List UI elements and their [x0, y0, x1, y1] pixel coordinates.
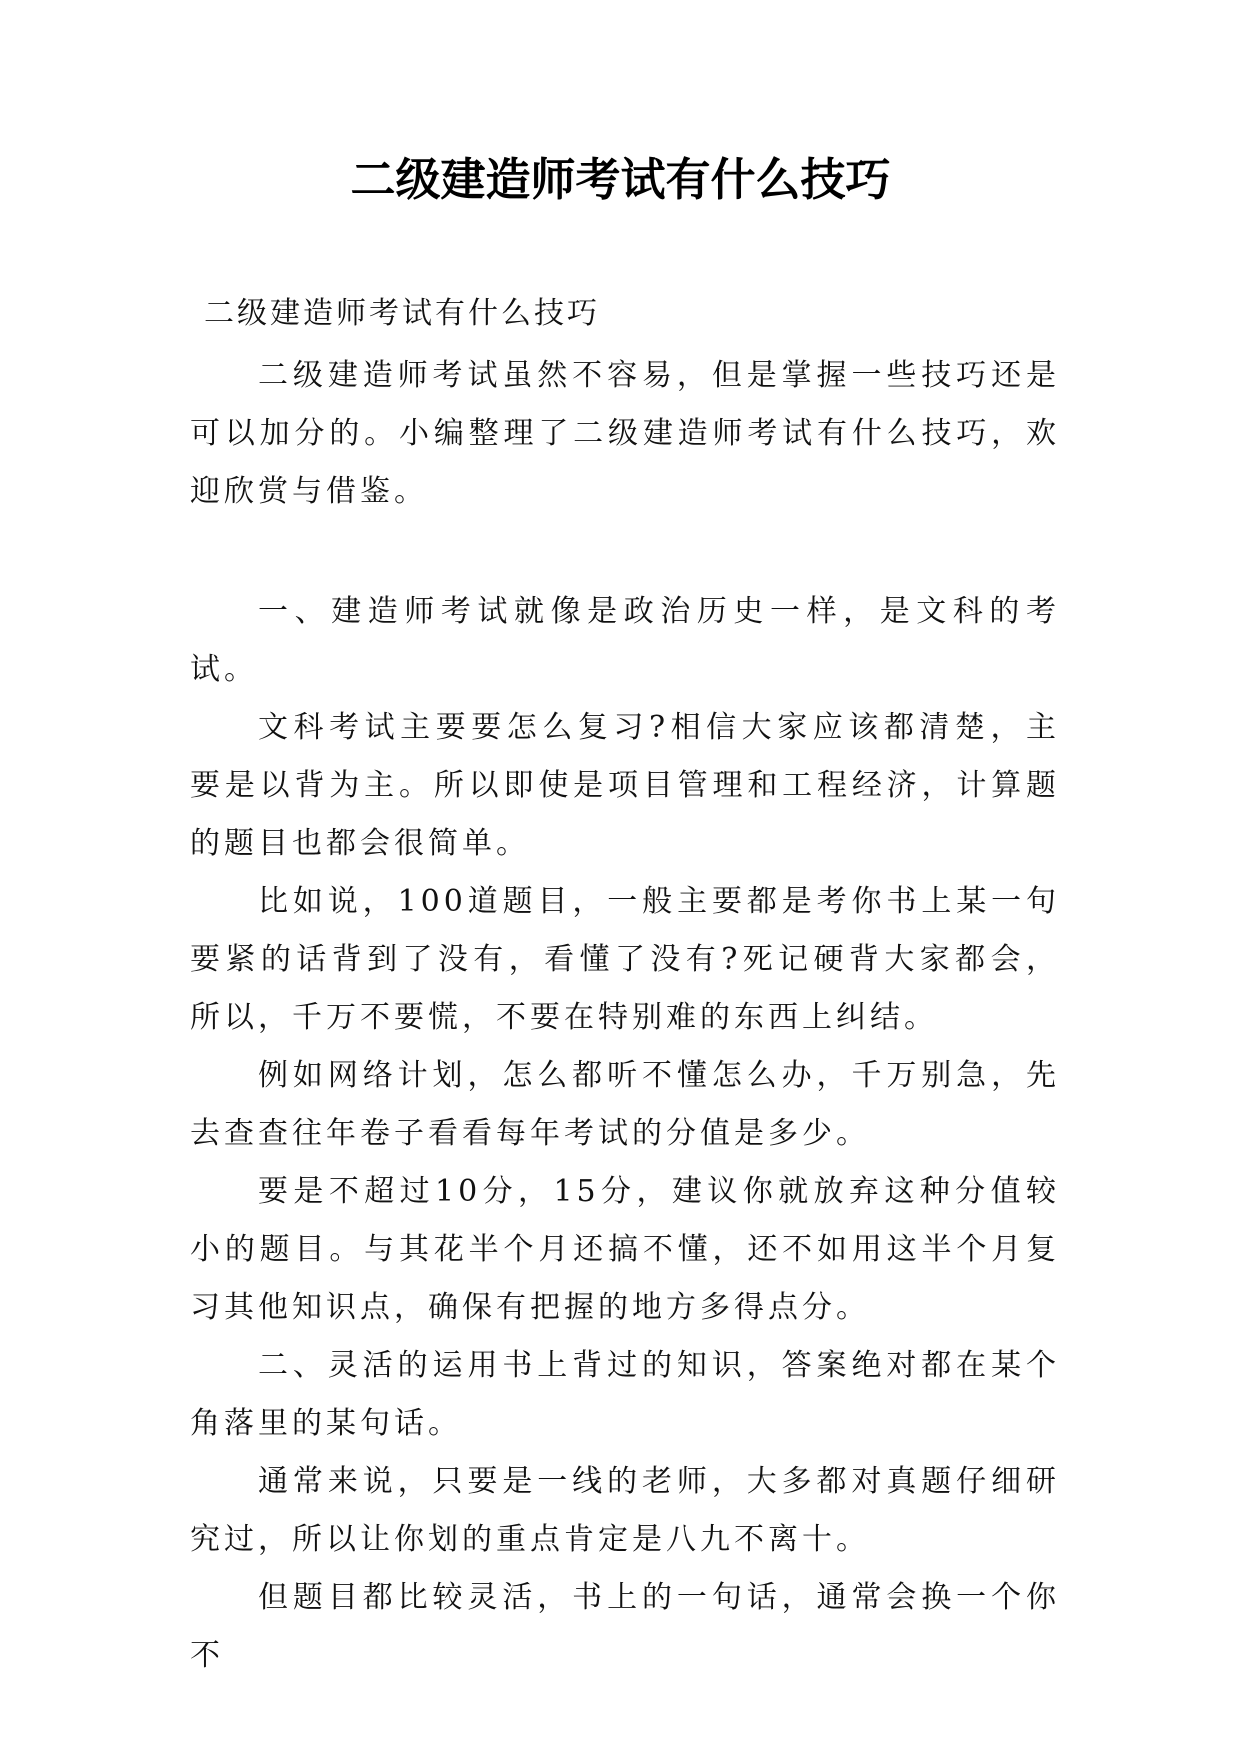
paragraph: 比如说，100道题目，一般主要都是考你书上某一句要紧的话背到了没有，看懂了没有?死记硬背大家都会，所以，千万不要慌，不要在特别难的东西上纠结。 — [190, 884, 1060, 1035]
document-subtitle: 二级建造师考试有什么技巧 — [204, 296, 600, 331]
document-body — [190, 285, 1060, 1685]
paragraph: 一、建造师考试就像是政治历史一样，是文科的考试。 — [190, 594, 1060, 687]
paragraph: 文科考试主要要怎么复习?相信大家应该都清楚，主要是以背为主。所以即使是项目管理和工程经济，计算题的题目也都会很简单。 — [190, 710, 1060, 861]
paragraph-intro: 二级建造师考试虽然不容易，但是掌握一些技巧还是可以加分的。小编整理了二级建造师考试有什么技巧，欢迎欣赏与借鉴。 — [190, 358, 1060, 509]
paragraph: 但题目都比较灵活，书上的一句话，通常会换一个你不 — [190, 1580, 1060, 1673]
document-title: 二级建造师考试有什么技巧 — [350, 153, 891, 206]
paragraph: 例如网络计划，怎么都听不懂怎么办，千万别急，先去查查往年卷子看看每年考试的分值是多少。 — [190, 1058, 1060, 1151]
paragraph: 二、灵活的运用书上背过的知识，答案绝对都在某个角落里的某句话。 — [190, 1348, 1060, 1441]
paragraph: 要是不超过10分，15分，建议你就放弃这种分值较小的题目。与其花半个月还搞不懂，还不如用这半个月复习其他知识点，确保有把握的地方多得点分。 — [190, 1174, 1060, 1325]
paragraph: 通常来说，只要是一线的老师，大多都对真题仔细研究过，所以让你划的重点肯定是八九不离十。 — [190, 1464, 1060, 1557]
